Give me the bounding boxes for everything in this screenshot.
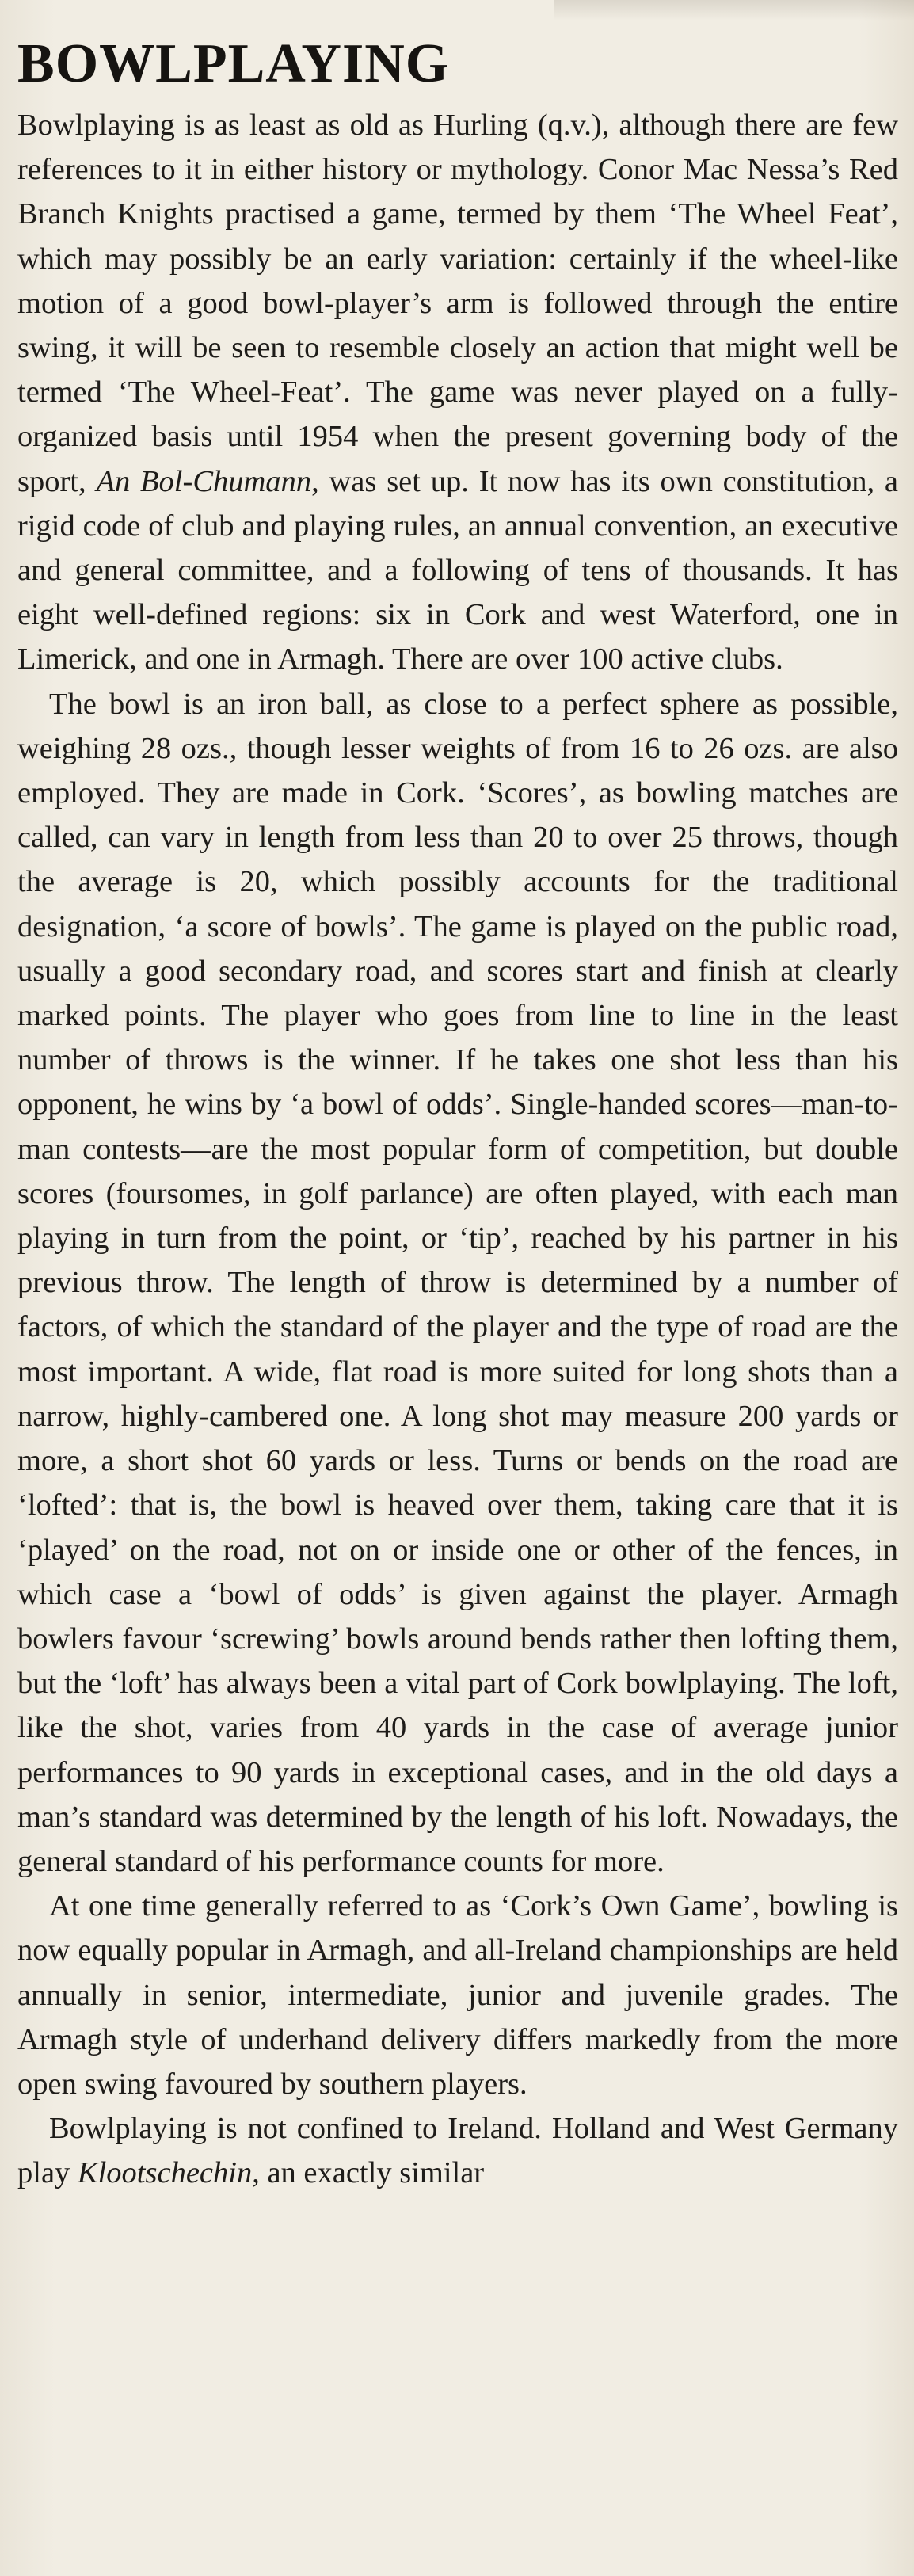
article xyxy=(17,32,898,2196)
paragraph-abroad: Bowlplaying is not confined to Ireland. Holland and West Germany play Klootschechin, an exactly similar xyxy=(17,2112,898,2190)
page-edge-shadow xyxy=(554,0,914,21)
italic-term: Klootschechin xyxy=(77,2156,253,2190)
article-title: BOWLPLAYING xyxy=(17,33,450,94)
paragraph-rules: The bowl is an iron ball, as close to a perfect sphere as possible, weighing 28 ozs., though lesser weights of from 16 to 26 ozs. are also employed. They are made in Cork. ‘Scores’, as bowling matches are called, can vary in length from less than 20 to over 25 throws, though the average is 20, which possibly accounts for the traditional designation, ‘a score of bowls’. The game is played on the public road, usually a good secondary road, and scores start and finish at clearly marked points. The player who goes from line to line in the least number of throws is the winner. If he takes one shot less than his opponent, he wins by ‘a bowl of odds’. Single-handed scores—man-to-man contests—are the most popular form of competition, but double scores (foursomes, in golf parlance) are often played, with each man playing in turn from the point, or ‘tip’, reached by his partner in his previous throw. The length of throw is determined by a number of factors, of which the standard of the player and the type of road are the most important. A wide, flat road is more suited for long shots than a narrow, highly-cambered one. A long shot may measure 200 yards or more, a short shot 60 yards or less. Turns or bends on the road are ‘lofted’: that is, the bowl is heaved over them, taking care that it is ‘played’ on the road, not on or inside one or other of the fences, in which case a ‘bowl of odds’ is given against the player. Armagh bowlers favour ‘screwing’ bowls around bends rather then lofting them, but the ‘loft’ has always been a vital part of Cork bowlplaying. The loft, like the shot, varies from 40 yards in the case of average junior performances to 90 yards in exceptional cases, and in the old days a man’s standard was determined by the length of his loft. Nowadays, the general standard of his performance counts for more. xyxy=(17,687,898,1878)
italic-term: An Bol-Chumann xyxy=(96,464,312,498)
paragraph-history: Bowlplaying is as least as old as Hurling (q.v.), although there are few references to it in either history or mythology. Conor Mac Nessa’s Red Branch Knights practised a game, termed by them ‘The Wheel Feat’, which may possibly be an early variation: certainly if the wheel-like motion of a good bowl-player’s arm is followed through the entire swing, it will be seen to resemble closely an action that might well be termed ‘The Wheel-Feat’. The game was never played on a fully-organized basis until 1954 when the present governing body of the sport, An Bol-Chumann, was set up. It now has its own constitution, a rigid code of club and playing rules, an annual convention, an executive and general committee, and a following of tens of thousands. It has eight well-defined regions: six in Cork and west Waterford, one in Limerick, and one in Armagh. There are over 100 active clubs. xyxy=(17,109,898,676)
paragraph-popularity: At one time generally referred to as ‘Cork’s Own Game’, bowling is now equally popular in Armagh, and all-Ireland championships are held annually in senior, intermediate, junior and juvenile grades. The Armagh style of underhand delivery differs markedly from the more open swing favoured by southern players. xyxy=(17,1889,898,2101)
